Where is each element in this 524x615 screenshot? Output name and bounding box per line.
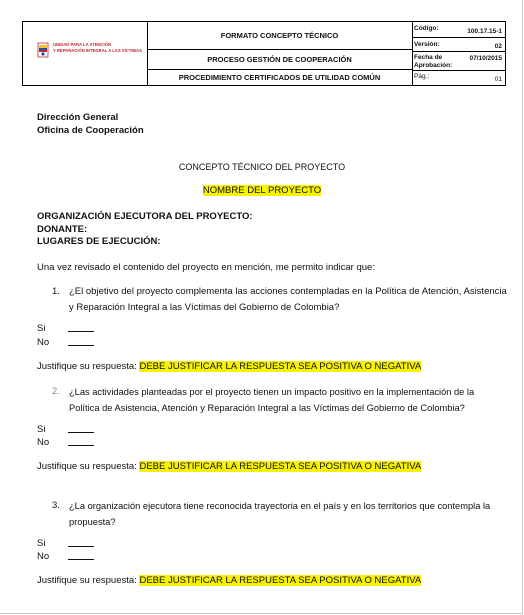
logo-emblem-icon: [37, 42, 49, 58]
q2-justify-value: DEBE JUSTIFICAR LA RESPUESTA SEA POSITIVA O NEGATIVA: [139, 461, 422, 472]
q2-no-label: No: [37, 437, 50, 448]
q1-si-blank[interactable]: [68, 323, 94, 332]
question-1-line-1: ¿El objetivo del proyecto complementa las acciones contempladas en la Política de Atención, Asistencia: [69, 286, 507, 297]
unidad-victimas-logo: [37, 40, 142, 60]
question-3-number: 3.: [52, 500, 60, 511]
project-name-wrap: [0, 185, 523, 196]
question-2-number: 2.: [52, 386, 60, 397]
q1-no-row: [37, 337, 49, 348]
question-2-body: [69, 384, 496, 416]
q1-si-label: Si: [37, 323, 46, 334]
q2-justify-label: Justifique su respuesta:: [37, 461, 140, 472]
question-1: [52, 284, 507, 318]
question-3-line-1: ¿La organización ejecutora tiene reconocida trayectoria en el país y en los territorios que contempla la: [69, 501, 491, 511]
q3-justify-value: DEBE JUSTIFICAR LA RESPUESTA SEA POSITIVA O NEGATIVA: [139, 575, 422, 586]
question-1-number: 1.: [52, 286, 60, 297]
document-header-table: [22, 21, 506, 86]
header-right-column: [412, 22, 505, 85]
q2-justify: [37, 461, 421, 472]
field-donante: DONANTE:: [37, 224, 88, 235]
q3-no-row: [37, 551, 49, 562]
q3-no-label: No: [37, 551, 50, 562]
codigo-row: [412, 22, 505, 38]
codigo-value: 100.17.15-1: [467, 28, 502, 35]
version-label: Versión:: [414, 41, 440, 48]
q1-justify: [37, 361, 421, 372]
q3-justify: [37, 575, 421, 586]
q1-justify-label: Justifique su respuesta:: [37, 361, 140, 372]
q2-si-blank[interactable]: [68, 424, 94, 433]
q3-si-row: [37, 538, 45, 549]
fecha-label-1: Fecha de: [414, 54, 443, 61]
question-2-line-2: Política de Asistencia, Atención y Reparación Integral a las Víctimas del Gobierno de Colombia?: [69, 403, 465, 413]
q3-si-label: Si: [37, 538, 46, 549]
logo-text: [53, 42, 142, 53]
q2-no-blank[interactable]: [68, 437, 94, 446]
header-middle-column: [147, 22, 413, 85]
q3-justify-label: Justifique su respuesta:: [37, 575, 140, 586]
project-name: NOMBRE DEL PROYECTO: [202, 185, 322, 196]
version-value: 02: [494, 43, 502, 50]
q1-no-label: No: [37, 337, 50, 348]
intro-text: Una vez revisado el contenido del proyecto en mención, me permito indicar que:: [37, 262, 375, 273]
field-lugares: LUGARES DE EJECUCIÓN:: [37, 236, 161, 247]
pag-row: [412, 71, 505, 85]
logo-cell: [23, 22, 148, 85]
header-format-title: FORMATO CONCEPTO TÉCNICO: [147, 22, 412, 50]
q3-no-blank[interactable]: [68, 551, 94, 560]
q2-si-row: [37, 424, 45, 435]
q2-no-row: [37, 437, 49, 448]
header-procedure: PROCEDIMIENTO CERTIFICADOS DE UTILIDAD COMÚN: [178, 73, 381, 82]
fecha-value: 07/10/2015: [469, 55, 502, 62]
version-row: [412, 38, 505, 52]
pag-label: Pág.:: [414, 73, 430, 80]
document-title: CONCEPTO TÉCNICO DEL PROYECTO: [178, 162, 346, 172]
question-3-body: [69, 498, 496, 530]
q1-si-row: [37, 323, 45, 334]
q1-no-blank[interactable]: [68, 337, 94, 346]
org-oficina: Oficina de Cooperación: [37, 125, 144, 136]
fecha-row: [412, 52, 505, 71]
org-direccion: Dirección General: [37, 112, 119, 123]
logo-line-2: Y REPARACIÓN INTEGRAL A LAS VÍCTIMAS: [53, 47, 142, 53]
field-org-ejecutora: ORGANIZACIÓN EJECUTORA DEL PROYECTO:: [37, 211, 253, 222]
question-1-line-2: y Reparación Integral a las Víctimas del Gobierno de Colombia?: [69, 302, 340, 313]
question-2: [52, 384, 496, 418]
q2-si-label: Si: [37, 424, 46, 435]
question-1-body: [69, 284, 507, 316]
header-process: PROCESO GESTIÓN DE COOPERACIÓN: [147, 50, 412, 70]
q3-si-blank[interactable]: [68, 538, 94, 547]
question-2-line-1: ¿Las actividades planteadas por el proyecto tienen un impacto positivo en la implementación de la: [69, 387, 475, 397]
codigo-label: Código:: [414, 25, 439, 32]
pag-value: 01: [494, 76, 502, 83]
question-3-line-2: propuesta?: [69, 517, 116, 527]
q1-justify-value: DEBE JUSTIFICAR LA RESPUESTA SEA POSITIVA O NEGATIVA: [139, 361, 422, 372]
fecha-label-2: Aprobación:: [414, 62, 453, 69]
logo-line-1: UNIDAD PARA LA ATENCIÓN: [53, 42, 112, 47]
question-3: [52, 498, 496, 532]
